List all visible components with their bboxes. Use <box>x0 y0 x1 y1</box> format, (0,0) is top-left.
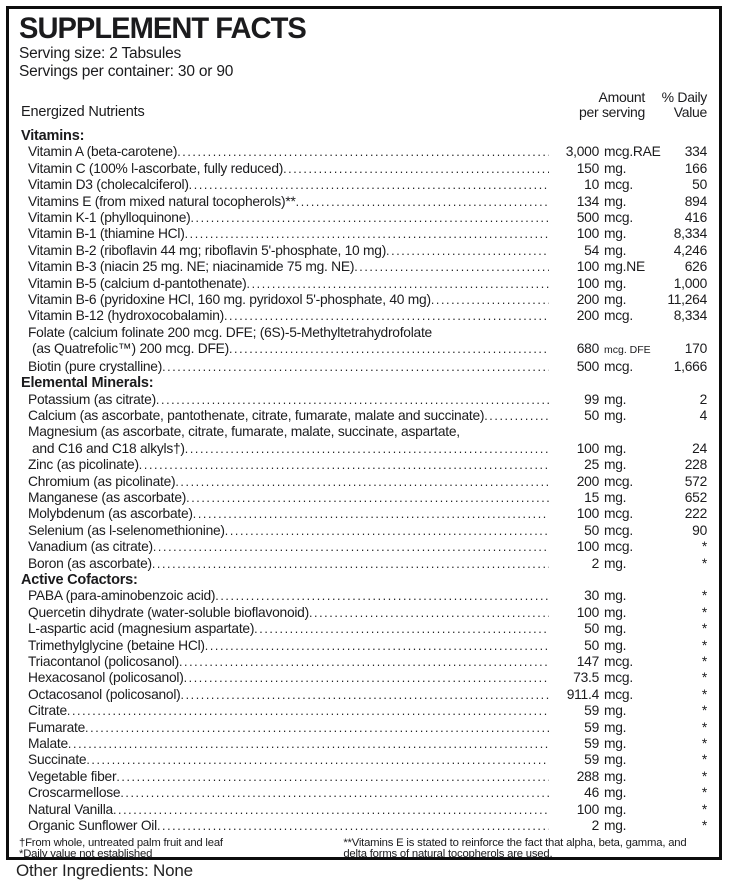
nutrient-daily-value: 4 <box>699 407 707 423</box>
nutrient-name: Calcium (as ascorbate, pantothenate, citrate, fumarate, malate and succinate) <box>28 407 485 423</box>
dot-leader <box>296 194 549 210</box>
nutrient-unit: mg. <box>604 719 627 735</box>
nutrient-name: Zinc (as picolinate) <box>28 457 139 473</box>
nutrient-daily-value: * <box>701 654 707 669</box>
nutrient-daily-value: 90 <box>692 522 707 538</box>
nutrient-daily-value: * <box>701 637 707 653</box>
column-header-dv-line1: % Daily <box>661 89 707 105</box>
nutrient-amount: 100 <box>576 226 599 242</box>
nutrient-name: Vitamin A (beta-carotene) <box>28 144 178 160</box>
dot-leader <box>177 144 549 160</box>
nutrient-amount: 25 <box>584 457 599 473</box>
nutrient-row <box>19 144 711 160</box>
nutrient-amount: 200 <box>576 473 599 489</box>
nutrient-name: Triacontanol (policosanol) <box>28 654 179 669</box>
nutrient-name: PABA (para-aminobenzoic acid) <box>28 588 216 604</box>
nutrient-unit: mg. <box>604 160 627 176</box>
nutrient-amount: 911.4 <box>566 686 599 702</box>
nutrient-amount: 500 <box>576 210 599 226</box>
nutrient-unit: mg. <box>604 785 627 801</box>
nutrient-daily-value: 1,000 <box>673 275 707 291</box>
dot-leader <box>68 736 549 752</box>
nutrient-name: Magnesium (as ascorbate, citrate, fumarate, malate, succinate, aspartate, <box>28 424 460 440</box>
section-title: Active Cofactors: <box>21 571 138 588</box>
dot-leader <box>186 490 549 506</box>
nutrient-name: Quercetin dihydrate (water-soluble bioflavonoid) <box>28 604 309 620</box>
nutrient-name: Croscarmellose <box>28 785 121 801</box>
nutrient-name: Manganese (as ascorbate) <box>28 489 187 505</box>
nutrient-row <box>19 226 711 242</box>
nutrient-row <box>19 638 711 654</box>
nutrient-amount: 59 <box>584 703 599 719</box>
nutrient-name: Natural Vanilla <box>28 801 113 817</box>
nutrient-amount: 50 <box>584 637 599 653</box>
nutrient-row <box>19 785 711 801</box>
nutrient-daily-value: 894 <box>684 193 707 209</box>
nutrient-amount: 200 <box>576 308 599 324</box>
nutrient-unit: mcg. <box>604 654 633 669</box>
nutrient-row <box>19 276 711 292</box>
nutrient-amount: 3,000 <box>565 144 599 160</box>
dot-leader <box>185 226 549 242</box>
nutrient-unit: mg. <box>604 703 627 719</box>
nutrient-daily-value: * <box>701 719 707 735</box>
nutrient-name: Organic Sunflower Oil <box>28 818 157 834</box>
nutrient-daily-value: 2 <box>699 391 707 407</box>
nutrient-unit: mg. <box>604 489 627 505</box>
nutrient-row <box>19 457 711 473</box>
footnotes <box>19 834 711 860</box>
nutrient-name: Boron (as ascorbate) <box>28 555 152 571</box>
nutrient-row <box>19 359 711 375</box>
nutrient-amount: 100 <box>576 440 599 456</box>
nutrient-unit: mg. <box>604 768 627 784</box>
nutrient-name: Malate <box>28 736 68 752</box>
nutrient-daily-value: * <box>701 736 707 752</box>
nutrient-row <box>19 720 711 736</box>
nutrient-row <box>19 556 711 572</box>
nutrient-unit: mg. <box>604 801 627 817</box>
nutrient-amount: 100 <box>576 506 599 522</box>
nutrient-name: Molybdenum (as ascorbate) <box>28 506 193 522</box>
nutrient-amount: 147 <box>576 654 599 669</box>
footnote-dagger: †From whole, untreated palm fruit and leaf <box>19 837 223 850</box>
nutrient-name: Citrate <box>28 703 67 719</box>
nutrient-unit: mg. <box>604 242 627 258</box>
nutrient-row <box>19 194 711 210</box>
nutrient-name: Vitamin K-1 (phylloquinone) <box>28 210 191 226</box>
nutrient-unit: mcg. <box>604 177 633 193</box>
nutrient-amount: 680 <box>576 341 599 357</box>
nutrient-name: Fumarate <box>28 719 86 735</box>
serving-size: Serving size: 2 Tabsules <box>19 45 182 62</box>
nutrient-name: Vitamin B-12 (hydroxocobalamin) <box>28 308 224 324</box>
nutrient-amount: 100 <box>576 539 599 555</box>
footnote-left <box>19 838 337 860</box>
dot-leader <box>157 818 549 834</box>
nutrient-amount: 59 <box>584 752 599 768</box>
nutrient-name: Vitamin C (100% l-ascorbate, fully reduced) <box>28 160 284 176</box>
nutrient-row <box>19 243 711 259</box>
dot-leader <box>184 670 549 686</box>
nutrient-amount: 10 <box>584 177 599 193</box>
nutrient-daily-value: 11,264 <box>667 292 707 308</box>
nutrient-unit: mg. <box>604 588 627 604</box>
nutrient-amount: 500 <box>576 358 599 374</box>
nutrient-amount: 99 <box>584 391 599 407</box>
nutrient-name: Potassium (as citrate) <box>28 391 156 407</box>
nutrient-amount: 46 <box>584 785 599 801</box>
nutrient-amount: 73.5 <box>573 670 599 686</box>
nutrient-unit: mcg. <box>604 210 633 226</box>
nutrient-name: Trimethylglycine (betaine HCl) <box>28 637 205 653</box>
nutrient-name: and C16 and C18 alkyls†) <box>32 440 185 456</box>
nutrient-row <box>19 670 711 686</box>
dot-leader <box>116 769 549 785</box>
nutrient-name: Chromium (as picolinate) <box>28 473 176 489</box>
nutrient-unit: mg. <box>604 457 627 473</box>
dot-leader <box>153 539 549 555</box>
nutrient-row <box>19 506 711 522</box>
nutrient-unit: mg. <box>604 736 627 752</box>
nutrient-name: Vegetable fiber <box>28 768 117 784</box>
nutrient-amount: 288 <box>576 768 599 784</box>
nutrient-name: Octacosanol (policosanol) <box>28 686 181 702</box>
nutrient-name: L-aspartic acid (magnesium aspartate) <box>28 621 255 637</box>
nutrient-row <box>19 177 711 193</box>
footnote-double-asterisk: **Vitamins E is stated to reinforce the fact that alpha, beta, gamma, and delta forms of natural tocopherols are used. <box>343 837 687 861</box>
nutrient-unit: mg. <box>604 604 627 620</box>
nutrient-name: Succinate <box>28 752 87 768</box>
nutrient-unit: mg. <box>604 391 627 407</box>
nutrient-unit: mg. <box>604 275 627 291</box>
nutrient-name: Vitamin B-2 (riboflavin 44 mg; riboflavin 5'-phosphate, 10 mg) <box>28 242 387 258</box>
dot-leader <box>86 752 549 768</box>
nutrient-unit: mg. <box>604 621 627 637</box>
nutrient-amount: 54 <box>584 242 599 258</box>
nutrient-unit: mcg. <box>604 670 633 686</box>
nutrient-name: Selenium (as l-selenomethionine) <box>28 522 225 538</box>
nutrient-name: Vitamin B-5 (calcium d-pantothenate) <box>28 275 247 291</box>
dot-leader <box>224 308 549 324</box>
other-ingredients: Other Ingredients: None <box>16 861 193 880</box>
nutrient-amount: 2 <box>591 818 599 834</box>
dot-leader <box>386 243 549 259</box>
nutrient-unit: mg. <box>604 292 627 308</box>
dot-leader <box>179 654 549 670</box>
nutrient-unit: mcg. <box>604 539 633 555</box>
nutrient-amount: 50 <box>584 621 599 637</box>
nutrient-daily-value: 416 <box>684 210 707 226</box>
nutrient-unit: mcg. <box>604 473 633 489</box>
dot-leader <box>229 341 549 357</box>
nutrient-amount: 59 <box>584 719 599 735</box>
nutrient-daily-value: 8,334 <box>673 226 707 242</box>
dot-leader <box>215 588 549 604</box>
nutrient-row <box>19 523 711 539</box>
nutrient-daily-value: * <box>701 588 707 604</box>
dot-leader <box>247 276 549 292</box>
nutrient-daily-value: 8,334 <box>673 308 707 324</box>
nutrient-row <box>19 341 711 358</box>
nutrient-row <box>19 752 711 768</box>
nutrient-daily-value: 24 <box>692 440 707 456</box>
nutrient-unit: mcg. <box>604 522 633 538</box>
nutrient-row <box>19 210 711 226</box>
nutrient-daily-value: * <box>701 686 707 702</box>
nutrient-row <box>19 654 711 670</box>
label-title: SUPPLEMENT FACTS <box>19 12 306 45</box>
column-header-amount-line2: per serving <box>579 104 645 120</box>
nutrient-amount: 100 <box>576 604 599 620</box>
nutrient-row <box>19 736 711 752</box>
dot-leader <box>431 292 549 308</box>
nutrient-daily-value: 50 <box>692 177 707 193</box>
nutrient-amount: 200 <box>576 292 599 308</box>
dot-leader <box>185 441 549 457</box>
nutrient-row <box>19 408 711 424</box>
nutrient-row <box>19 392 711 408</box>
servings-per-container: Servings per container: 30 or 90 <box>19 62 234 80</box>
nutrient-daily-value: * <box>701 768 707 784</box>
column-header-nutrients: Energized Nutrients <box>21 104 145 120</box>
nutrient-row <box>19 474 711 490</box>
nutrient-amount: 15 <box>584 489 599 505</box>
nutrient-row <box>19 687 711 703</box>
nutrient-name: Vanadium (as citrate) <box>28 539 153 555</box>
nutrient-row <box>19 259 711 275</box>
dot-leader <box>193 506 549 522</box>
dot-leader <box>254 621 549 637</box>
nutrient-unit: mcg. <box>604 686 633 702</box>
nutrient-row <box>19 621 711 637</box>
nutrient-daily-value: 222 <box>684 506 707 522</box>
nutrient-daily-value: * <box>701 670 707 686</box>
nutrient-unit: mg. <box>604 226 627 242</box>
section-title: Elemental Minerals: <box>21 375 154 392</box>
nutrient-unit: mcg. <box>604 358 633 374</box>
nutrient-row <box>19 588 711 604</box>
dot-leader <box>156 392 549 408</box>
nutrient-daily-value: * <box>701 752 707 768</box>
nutrient-unit: mg. <box>604 818 627 834</box>
supplement-facts-label <box>6 6 722 860</box>
nutrient-unit: mg.NE <box>604 259 645 275</box>
nutrient-daily-value: 228 <box>684 457 707 473</box>
nutrient-unit: mg. <box>604 752 627 768</box>
nutrient-row <box>19 292 711 308</box>
footnote-asterisk: *Daily value not established <box>19 848 153 861</box>
nutrient-daily-value: 1,666 <box>673 358 707 374</box>
nutrient-daily-value: 170 <box>684 341 707 357</box>
section-title: Vitamins: <box>21 128 85 144</box>
nutrient-row <box>19 802 711 818</box>
nutrient-daily-value: 166 <box>684 160 707 176</box>
nutrient-unit: mg. <box>604 407 627 423</box>
nutrient-row-wrap-line <box>19 424 711 440</box>
nutrient-daily-value: * <box>701 604 707 620</box>
nutrient-amount: 100 <box>576 801 599 817</box>
nutrient-daily-value: * <box>701 785 707 801</box>
nutrient-unit: mg. <box>604 555 627 571</box>
nutrient-row <box>19 441 711 457</box>
nutrient-row <box>19 818 711 834</box>
dot-leader <box>162 359 549 375</box>
nutrient-daily-value: 626 <box>684 259 707 275</box>
nutrient-daily-value: * <box>701 621 707 637</box>
nutrient-row <box>19 769 711 785</box>
column-header-amount-line1: Amount <box>598 89 645 105</box>
dot-leader <box>181 687 550 703</box>
nutrient-name: Vitamins E (from mixed natural tocopherols)** <box>28 193 296 209</box>
dot-leader <box>205 638 549 654</box>
nutrient-name: (as Quatrefolic™) 200 mcg. DFE) <box>32 341 229 357</box>
nutrient-unit: mg. <box>604 637 627 653</box>
nutrient-unit: mcg. <box>604 506 633 522</box>
nutrient-daily-value: 334 <box>684 144 707 160</box>
dot-leader <box>139 457 549 473</box>
dot-leader <box>67 703 549 719</box>
nutrient-unit: mcg.RAE <box>604 144 661 160</box>
nutrient-amount: 150 <box>576 160 599 176</box>
nutrient-amount: 59 <box>584 736 599 752</box>
dot-leader <box>354 259 549 275</box>
nutrient-amount: 100 <box>576 275 599 291</box>
column-header-row <box>19 83 711 125</box>
nutrient-unit: mcg. DFE <box>604 344 651 357</box>
nutrient-name: Vitamin B-3 (niacin 25 mg. NE; niacinamide 75 mg. NE) <box>28 259 355 275</box>
table-body <box>19 125 711 834</box>
column-header-dv <box>645 90 711 120</box>
nutrient-name: Biotin (pure crystalline) <box>28 358 163 374</box>
nutrient-amount: 100 <box>576 259 599 275</box>
nutrient-daily-value: * <box>701 539 707 555</box>
dot-leader <box>225 523 549 539</box>
nutrient-amount: 50 <box>584 522 599 538</box>
dot-leader <box>152 556 549 572</box>
nutrient-daily-value: * <box>701 801 707 817</box>
nutrient-row <box>19 539 711 555</box>
nutrient-daily-value: * <box>701 818 707 834</box>
nutrient-name: Vitamin B-6 (pyridoxine HCl, 160 mg. pyridoxol 5'-phosphate, 40 mg) <box>28 292 431 308</box>
nutrient-row <box>19 490 711 506</box>
nutrient-daily-value: * <box>701 555 707 571</box>
dot-leader <box>120 785 549 801</box>
nutrient-amount: 30 <box>584 588 599 604</box>
dot-leader <box>189 177 549 193</box>
nutrient-name: Vitamin D3 (cholecalciferol) <box>28 177 189 193</box>
dot-leader <box>175 474 549 490</box>
nutrient-amount: 2 <box>591 555 599 571</box>
column-header-amount <box>527 90 645 120</box>
dot-leader <box>190 210 549 226</box>
nutrient-unit: mg. <box>604 440 627 456</box>
nutrient-daily-value: 4,246 <box>673 242 707 258</box>
nutrient-row <box>19 308 711 324</box>
dot-leader <box>85 720 549 736</box>
dot-leader <box>283 161 549 177</box>
nutrient-row-wrap-line <box>19 325 711 341</box>
nutrient-unit: mg. <box>604 193 627 209</box>
nutrient-row <box>19 703 711 719</box>
nutrient-name: Hexacosanol (policosanol) <box>28 670 184 686</box>
nutrient-name: Vitamin B-1 (thiamine HCl) <box>28 226 185 242</box>
nutrient-daily-value: * <box>701 703 707 719</box>
nutrient-row <box>19 161 711 177</box>
nutrient-amount: 134 <box>576 193 599 209</box>
nutrient-unit: mcg. <box>604 308 633 324</box>
column-header-dv-line2: Value <box>673 104 707 120</box>
nutrient-name: Folate (calcium folinate 200 mcg. DFE; (6S)-5-Methyltetrahydrofolate <box>28 324 432 340</box>
nutrient-row <box>19 605 711 621</box>
nutrient-daily-value: 572 <box>684 473 707 489</box>
nutrient-daily-value: 652 <box>684 489 707 505</box>
dot-leader <box>309 605 549 621</box>
nutrient-amount: 50 <box>584 407 599 423</box>
dot-leader <box>113 802 549 818</box>
dot-leader <box>484 408 549 424</box>
